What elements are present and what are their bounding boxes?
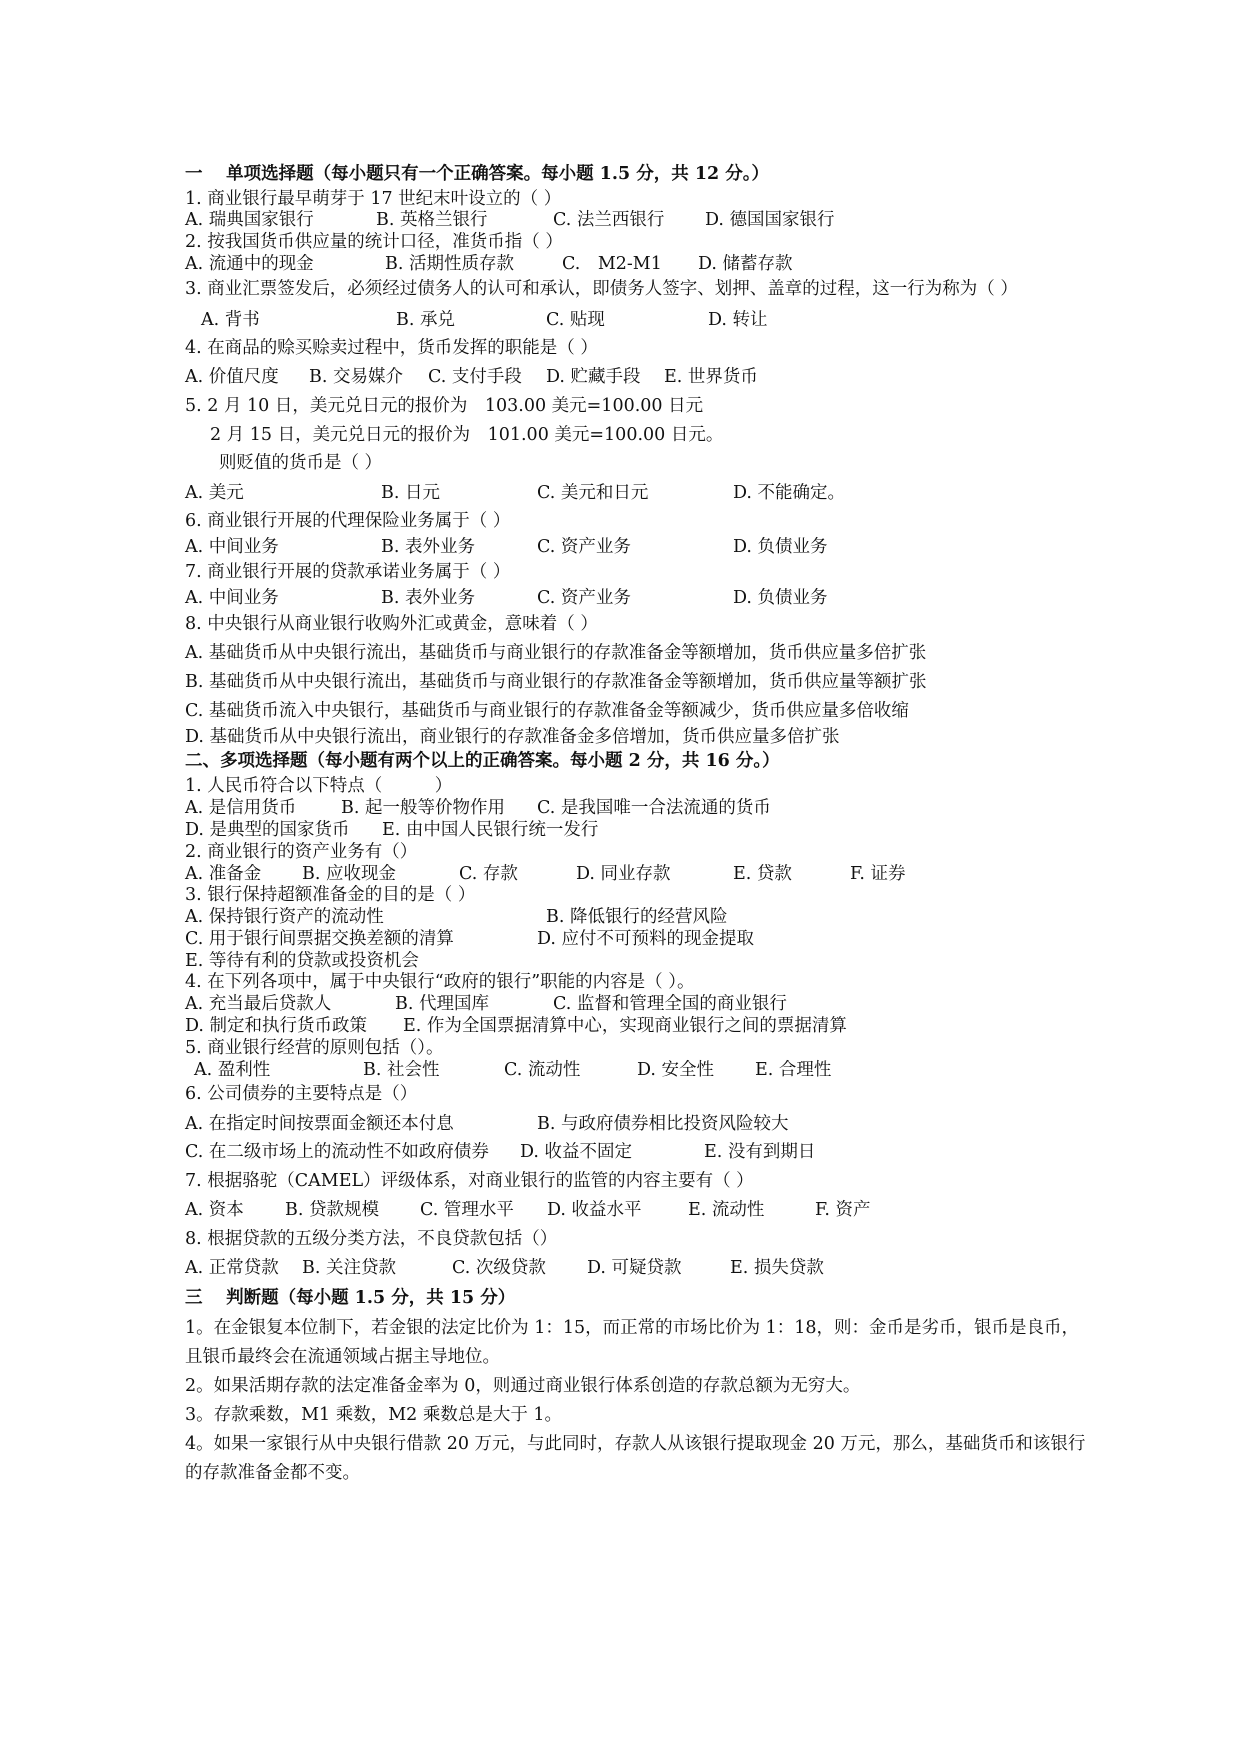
option: C. 存款	[459, 864, 518, 884]
statement: 4。如果一家银行从中央银行借款 20 万元，与此同时，存款人从该银行提取现金 20 万元，那么，基础货币和该银行	[185, 1434, 1086, 1454]
option: C. 监督和管理全国的商业银行	[553, 994, 787, 1014]
option: C. 在二级市场上的流动性不如政府债券	[185, 1142, 489, 1162]
option: E. 世界货币	[664, 367, 758, 387]
option: B. 与政府债券相比投资风险较大	[537, 1114, 789, 1134]
option: D. 制定和执行货币政策	[185, 1016, 368, 1036]
option: D. 同业存款	[576, 864, 671, 884]
option: A. 资本	[185, 1200, 244, 1220]
option: A. 基础货币从中央银行流出，基础货币与商业银行的存款准备金等额增加，货币供应量多倍扩张	[185, 643, 927, 663]
section-heading-true-false: 三 判断题（每小题 1.5 分，共 15 分）	[185, 1288, 516, 1308]
option: C. 是我国唯一合法流通的货币	[537, 798, 771, 818]
option: B. 贷款规模	[285, 1200, 379, 1220]
option: B. 表外业务	[381, 588, 475, 608]
option: B. 日元	[381, 483, 440, 503]
question-stem: 1. 商业银行最早萌芽于 17 世纪末叶设立的（ ）	[185, 189, 562, 209]
option: D. 不能确定。	[733, 483, 846, 503]
question-stem: 7. 商业银行开展的贷款承诺业务属于（ ）	[185, 562, 511, 582]
question-stem: 7. 根据骆驼（CAMEL）评级体系，对商业银行的监管的内容主要有（ ）	[185, 1171, 754, 1191]
option: A. 中间业务	[185, 588, 279, 608]
question-stem: 6. 商业银行开展的代理保险业务属于（ ）	[185, 511, 511, 531]
option: E. 由中国人民银行统一发行	[382, 820, 599, 840]
option: D. 基础货币从中央银行流出，商业银行的存款准备金多倍增加，货币供应量多倍扩张	[185, 727, 840, 747]
option: C. 资产业务	[537, 537, 631, 557]
option: B. 关注贷款	[302, 1258, 396, 1278]
option: D. 储蓄存款	[698, 254, 793, 274]
option: D. 可疑贷款	[587, 1258, 682, 1278]
question-stem: 5. 2 月 10 日，美元兑日元的报价为 103.00 美元=100.00 日元	[185, 396, 704, 416]
option: A. 是信用货币	[185, 798, 297, 818]
option: D. 负债业务	[733, 537, 828, 557]
question-stem: 6. 公司债券的主要特点是（）	[185, 1084, 418, 1104]
option: C. 贴现	[546, 310, 605, 330]
option: D. 是典型的国家货币	[185, 820, 350, 840]
statement-continued: 且银币最终会在流通领域占据主导地位。	[185, 1347, 500, 1367]
statement: 3。存款乘数，M1 乘数，M2 乘数总是大于 1。	[185, 1405, 563, 1425]
option: A. 正常贷款	[185, 1258, 279, 1278]
option: E. 等待有利的贷款或投资机会	[185, 951, 419, 971]
option: E. 没有到期日	[704, 1142, 816, 1162]
option: B. 基础货币从中央银行流出，基础货币与商业银行的存款准备金等额增加，货币供应量等额扩张	[185, 672, 927, 692]
question-text: 2 月 15 日，美元兑日元的报价为 101.00 美元=100.00 日元。	[210, 425, 724, 445]
question-stem: 8. 根据贷款的五级分类方法，不良贷款包括（）	[185, 1229, 558, 1249]
question-stem: 1. 人民币符合以下特点（ ）	[185, 776, 453, 796]
statement: 2。如果活期存款的法定准备金率为 0，则通过商业银行体系创造的存款总额为无穷大。	[185, 1376, 861, 1396]
option: D. 收益水平	[547, 1200, 642, 1220]
option: B. 表外业务	[381, 537, 475, 557]
option: D. 贮藏手段	[546, 367, 641, 387]
option: B. 活期性质存款	[385, 254, 514, 274]
option: C. 管理水平	[420, 1200, 514, 1220]
option: B. 起一般等价物作用	[341, 798, 505, 818]
option: B. 代理国库	[395, 994, 489, 1014]
question-stem: 4. 在下列各项中，属于中央银行“政府的银行”职能的内容是（ ）。	[185, 972, 695, 992]
option: D. 转让	[708, 310, 768, 330]
option: B. 英格兰银行	[376, 210, 488, 230]
option: A. 准备金	[185, 864, 262, 884]
option: E. 作为全国票据清算中心，实现商业银行之间的票据清算	[403, 1016, 847, 1036]
option: A. 在指定时间按票面金额还本付息	[185, 1114, 454, 1134]
question-stem: 5. 商业银行经营的原则包括（）。	[185, 1038, 444, 1058]
option: E. 损失贷款	[730, 1258, 824, 1278]
option: C. 美元和日元	[537, 483, 649, 503]
option: C. 基础货币流入中央银行，基础货币与商业银行的存款准备金等额减少，货币供应量多倍收缩	[185, 701, 909, 721]
option: F. 资产	[815, 1200, 871, 1220]
option: C. 用于银行间票据交换差额的清算	[185, 929, 454, 949]
option: D. 安全性	[637, 1060, 715, 1080]
section-heading-multiple-choice: 二、多项选择题（每小题有两个以上的正确答案。每小题 2 分，共 16 分。）	[185, 751, 780, 771]
option: A. 充当最后贷款人	[185, 994, 332, 1014]
option: A. 瑞典国家银行	[185, 210, 314, 230]
option: A. 保持银行资产的流动性	[185, 907, 384, 927]
option: A. 盈利性	[194, 1060, 271, 1080]
option: E. 合理性	[755, 1060, 832, 1080]
question-stem: 4. 在商品的赊买赊卖过程中，货币发挥的职能是（ ）	[185, 338, 598, 358]
option: C. 资产业务	[537, 588, 631, 608]
option: B. 承兑	[396, 310, 455, 330]
option: D. 应付不可预料的现金提取	[537, 929, 755, 949]
option: A. 美元	[185, 483, 244, 503]
option: B. 降低银行的经营风险	[546, 907, 728, 927]
option: D. 德国国家银行	[705, 210, 835, 230]
option: A. 中间业务	[185, 537, 279, 557]
statement: 1。在金银复本位制下，若金银的法定比价为 1：15，而正常的市场比价为 1：18，则：金币是劣币，银币是良币，	[185, 1318, 1080, 1338]
option: C. 流动性	[504, 1060, 581, 1080]
option: C. M2-M1	[562, 254, 662, 274]
question-stem: 2. 按我国货币供应量的统计口径，准货币指（ ）	[185, 232, 563, 252]
option: B. 社会性	[363, 1060, 440, 1080]
section-heading-single-choice: 一 单项选择题（每小题只有一个正确答案。每小题 1.5 分，共 12 分。）	[185, 164, 770, 184]
option: B. 应收现金	[302, 864, 396, 884]
option: F. 证券	[850, 864, 906, 884]
option: E. 流动性	[688, 1200, 765, 1220]
option: D. 收益不固定	[520, 1142, 633, 1162]
option: C. 法兰西银行	[553, 210, 665, 230]
option: B. 交易媒介	[309, 367, 403, 387]
option: D. 负债业务	[733, 588, 828, 608]
option: A. 流通中的现金	[185, 254, 314, 274]
option: C. 次级贷款	[452, 1258, 546, 1278]
option: C. 支付手段	[428, 367, 522, 387]
question-stem: 8. 中央银行从商业银行收购外汇或黄金，意味着（ ）	[185, 614, 598, 634]
option: A. 价值尺度	[185, 367, 279, 387]
statement-continued: 的存款准备金都不变。	[185, 1463, 360, 1483]
option: E. 贷款	[733, 864, 792, 884]
question-text: 则贬值的货币是（ ）	[219, 453, 383, 473]
option: A. 背书	[201, 310, 260, 330]
question-stem: 3. 商业汇票签发后，必须经过债务人的认可和承认，即债务人签字、划押、盖章的过程，这一行为称为（ ）	[185, 279, 1018, 299]
question-stem: 3. 银行保持超额准备金的目的是（ ）	[185, 885, 476, 905]
question-stem: 2. 商业银行的资产业务有（）	[185, 842, 418, 862]
